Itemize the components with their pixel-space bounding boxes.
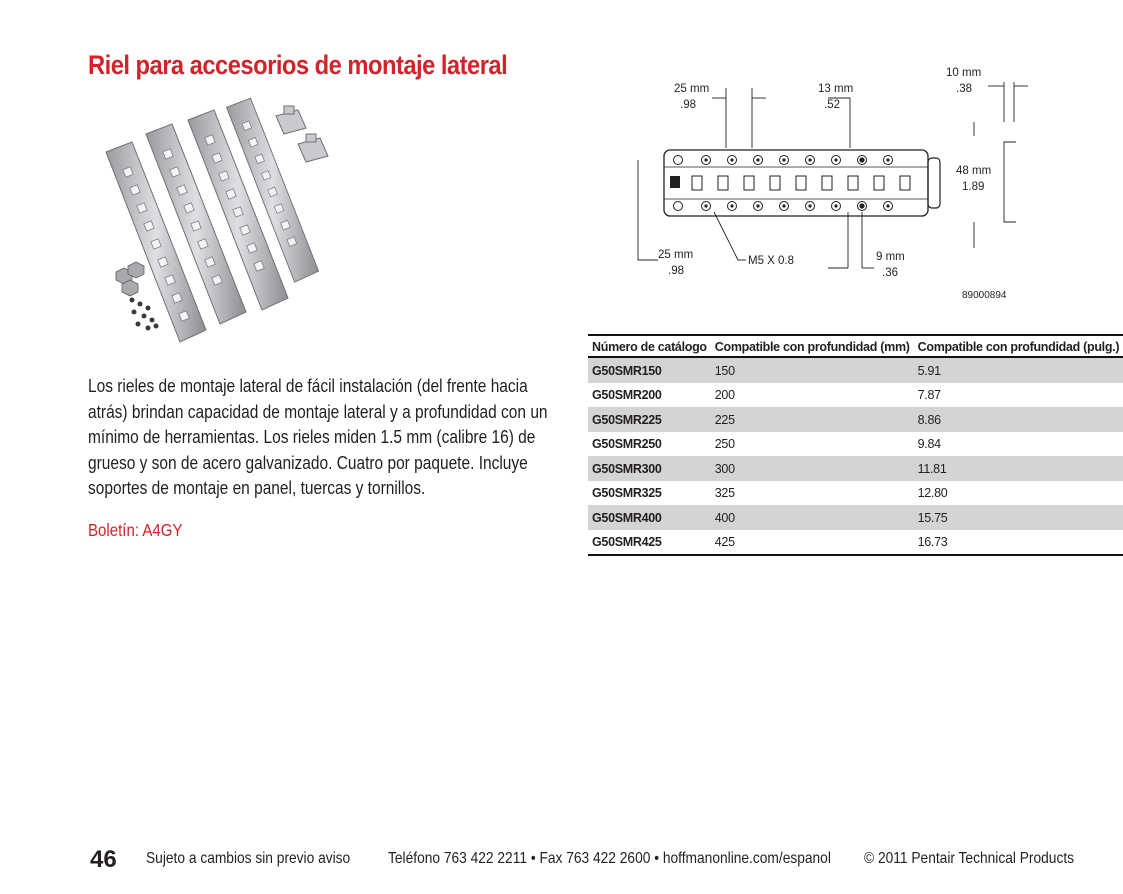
depth-mm: 425	[714, 535, 735, 550]
catalog-number: G50SMR225	[588, 407, 711, 432]
dim-48-mm: 48 mm	[956, 165, 992, 177]
page-footer	[0, 846, 1096, 876]
dim-25-top-in: .98	[680, 99, 696, 111]
dim-9-in: .36	[882, 267, 898, 279]
depth-in: 16.73	[917, 535, 948, 550]
depth-in: 7.87	[917, 388, 941, 403]
depth-mm: 225	[711, 407, 914, 432]
catalog-number: G50SMR325	[592, 486, 662, 501]
depth-mm: 250	[714, 437, 735, 452]
header-depth-mm: Compatible con profundidad (mm)	[711, 335, 914, 357]
dim-10-mm: 10 mm	[946, 67, 982, 79]
footer-copyright: © 2011 Pentair Technical Products	[864, 850, 1075, 867]
depth-mm: 150	[711, 357, 914, 383]
dim-9-mm: 9 mm	[876, 251, 905, 263]
rail-dimension-diagram	[628, 62, 1048, 302]
depth-mm: 200	[714, 388, 735, 403]
catalog-number: G50SMR150	[588, 357, 711, 383]
table-row	[588, 357, 1123, 383]
catalog-number: G50SMR425	[592, 535, 662, 550]
catalog-number: G50SMR400	[588, 505, 711, 530]
dim-25-top-mm: 25 mm	[674, 83, 710, 95]
dim-10-in: .38	[956, 83, 972, 95]
table-row	[588, 530, 1123, 556]
table-row	[588, 407, 1123, 432]
header-catalog: Número de catálogo	[588, 335, 711, 357]
footer-notice: Sujeto a cambios sin previo aviso	[146, 850, 351, 867]
catalog-number: G50SMR250	[592, 437, 662, 452]
drawing-number: 89000894	[962, 290, 1007, 301]
dim-48-in: 1.89	[962, 181, 985, 193]
table-row	[588, 505, 1123, 530]
page-number: 46	[90, 846, 117, 873]
table-row	[588, 432, 1123, 457]
catalog-number: G50SMR300	[588, 456, 711, 481]
thread-spec: M5 X 0.8	[748, 255, 795, 267]
depth-in: 5.91	[914, 357, 1123, 383]
header-depth-in: Compatible con profundidad (pulg.)	[914, 335, 1123, 357]
dim-25-bottom-in: .98	[668, 265, 684, 277]
product-description: Los rieles de montaje lateral de fácil instalación (del frente hacia atrás) brindan capacidad de montaje lateral y a profundidad con un mínimo de herramientas. Los rieles miden 1.5 mm (calibre 16) de grueso y son de acero galvanizado. Cuatro por paquete. Incluye soportes de montaje en panel, tuercas y tornillos.	[88, 376, 548, 498]
depth-in: 12.80	[917, 486, 948, 501]
depth-mm: 400	[711, 505, 914, 530]
dim-13-mm: 13 mm	[818, 83, 854, 95]
depth-mm: 325	[714, 486, 735, 501]
depth-in: 15.75	[914, 505, 1123, 530]
depth-in: 8.86	[914, 407, 1123, 432]
specification-table	[588, 334, 1123, 556]
depth-in: 11.81	[914, 456, 1123, 481]
depth-mm: 300	[711, 456, 914, 481]
depth-in: 9.84	[917, 437, 941, 452]
page-title: Riel para accesorios de montaje lateral	[88, 50, 508, 80]
dim-25-bottom-mm: 25 mm	[658, 249, 694, 261]
table-row	[588, 383, 1123, 408]
catalog-number: G50SMR200	[592, 388, 662, 403]
dim-13-in: .52	[824, 99, 840, 111]
table-header-row	[588, 335, 1123, 357]
bulletin-reference: Boletín: A4GY	[88, 520, 183, 540]
product-photo	[88, 94, 378, 356]
footer-contact: Teléfono 763 422 2211 • Fax 763 422 2600 • hoffmanonline.com/espanol	[388, 850, 831, 867]
table-row	[588, 456, 1123, 481]
table-row	[588, 481, 1123, 506]
